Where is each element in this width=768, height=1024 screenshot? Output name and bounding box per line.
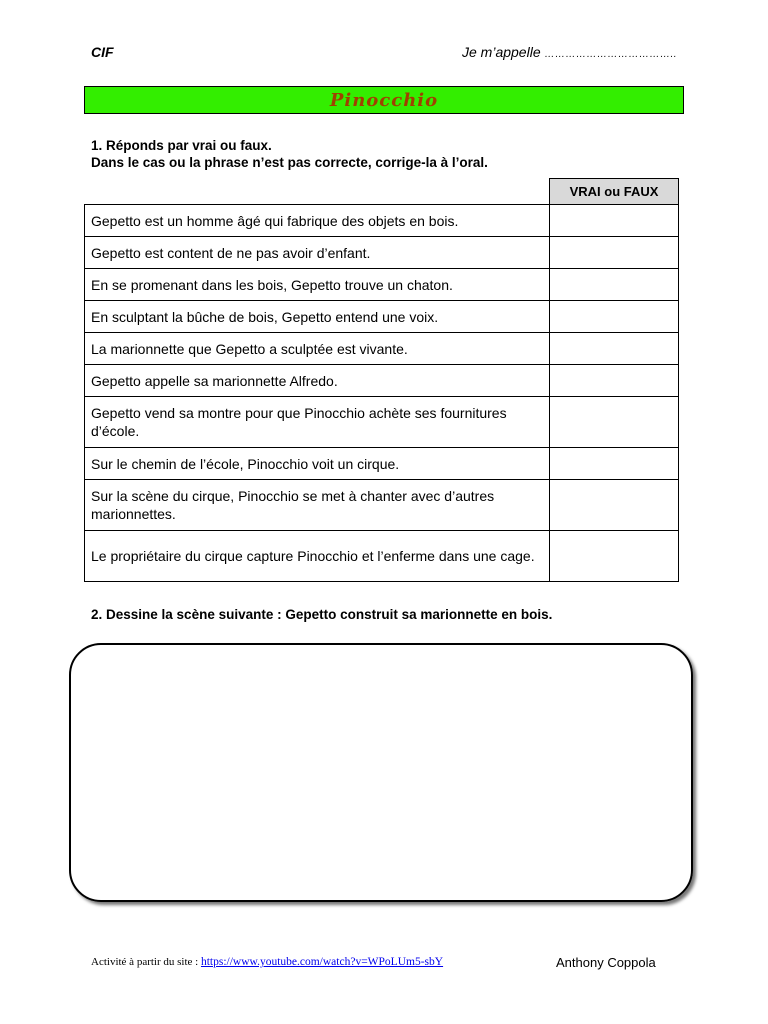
name-line (462, 44, 677, 60)
table-row (85, 448, 679, 480)
answer-cell[interactable] (550, 269, 679, 301)
answer-cell[interactable] (550, 205, 679, 237)
statement: Le propriétaire du cirque capture Pinocchio et l’enferme dans une cage. (85, 531, 550, 582)
answer-cell[interactable] (550, 480, 679, 531)
statement: La marionnette que Gepetto a sculptée est vivante. (85, 333, 550, 365)
table-row (85, 365, 679, 397)
name-dots: ……………………………….. (544, 49, 678, 60)
table-row (85, 333, 679, 365)
answer-cell[interactable] (550, 333, 679, 365)
statement: Gepetto est un homme âgé qui fabrique des objets en bois. (85, 205, 550, 237)
drawing-area[interactable] (69, 643, 693, 902)
table-row (85, 237, 679, 269)
table-corner (85, 179, 550, 205)
answer-column-header: VRAI ou FAUX (550, 179, 679, 205)
table-row (85, 531, 679, 582)
class-label: CIF (91, 44, 114, 60)
table-row (85, 301, 679, 333)
statement: Gepetto est content de ne pas avoir d’enfant. (85, 237, 550, 269)
statement: Gepetto appelle sa marionnette Alfredo. (85, 365, 550, 397)
table-row (85, 205, 679, 237)
answer-cell[interactable] (550, 531, 679, 582)
title-banner (84, 86, 684, 114)
page-title: Pinocchio (329, 89, 439, 111)
statement: En sculptant la bûche de bois, Gepetto entend une voix. (85, 301, 550, 333)
footer-source (91, 956, 443, 968)
true-false-table (84, 178, 679, 582)
answer-cell[interactable] (550, 365, 679, 397)
name-label: Je m’appelle (462, 44, 541, 60)
question-2: 2. Dessine la scène suivante : Gepetto construit sa marionnette en bois. (91, 607, 553, 622)
source-link[interactable]: https://www.youtube.com/watch?v=WPoLUm5-sbY (200, 956, 444, 968)
question-1-line-1: 1. Réponds par vrai ou faux. (91, 138, 272, 153)
table-row (85, 269, 679, 301)
answer-cell[interactable] (550, 301, 679, 333)
answer-cell[interactable] (550, 448, 679, 480)
statement: Sur la scène du cirque, Pinocchio se met à chanter avec d’autres marionnettes. (85, 480, 550, 531)
table-row (85, 480, 679, 531)
statement: Gepetto vend sa montre pour que Pinocchio achète ses fournitures d’école. (85, 397, 550, 448)
question-1-line-2: Dans le cas ou la phrase n’est pas correcte, corrige-la à l’oral. (91, 155, 488, 170)
statement: En se promenant dans les bois, Gepetto trouve un chaton. (85, 269, 550, 301)
answer-cell[interactable] (550, 397, 679, 448)
author-name: Anthony Coppola (556, 955, 656, 970)
question-1 (91, 137, 488, 171)
footer-prefix: Activité à partir du site : (91, 956, 201, 968)
table-row (85, 397, 679, 448)
statement: Sur le chemin de l’école, Pinocchio voit un cirque. (85, 448, 550, 480)
answer-cell[interactable] (550, 237, 679, 269)
